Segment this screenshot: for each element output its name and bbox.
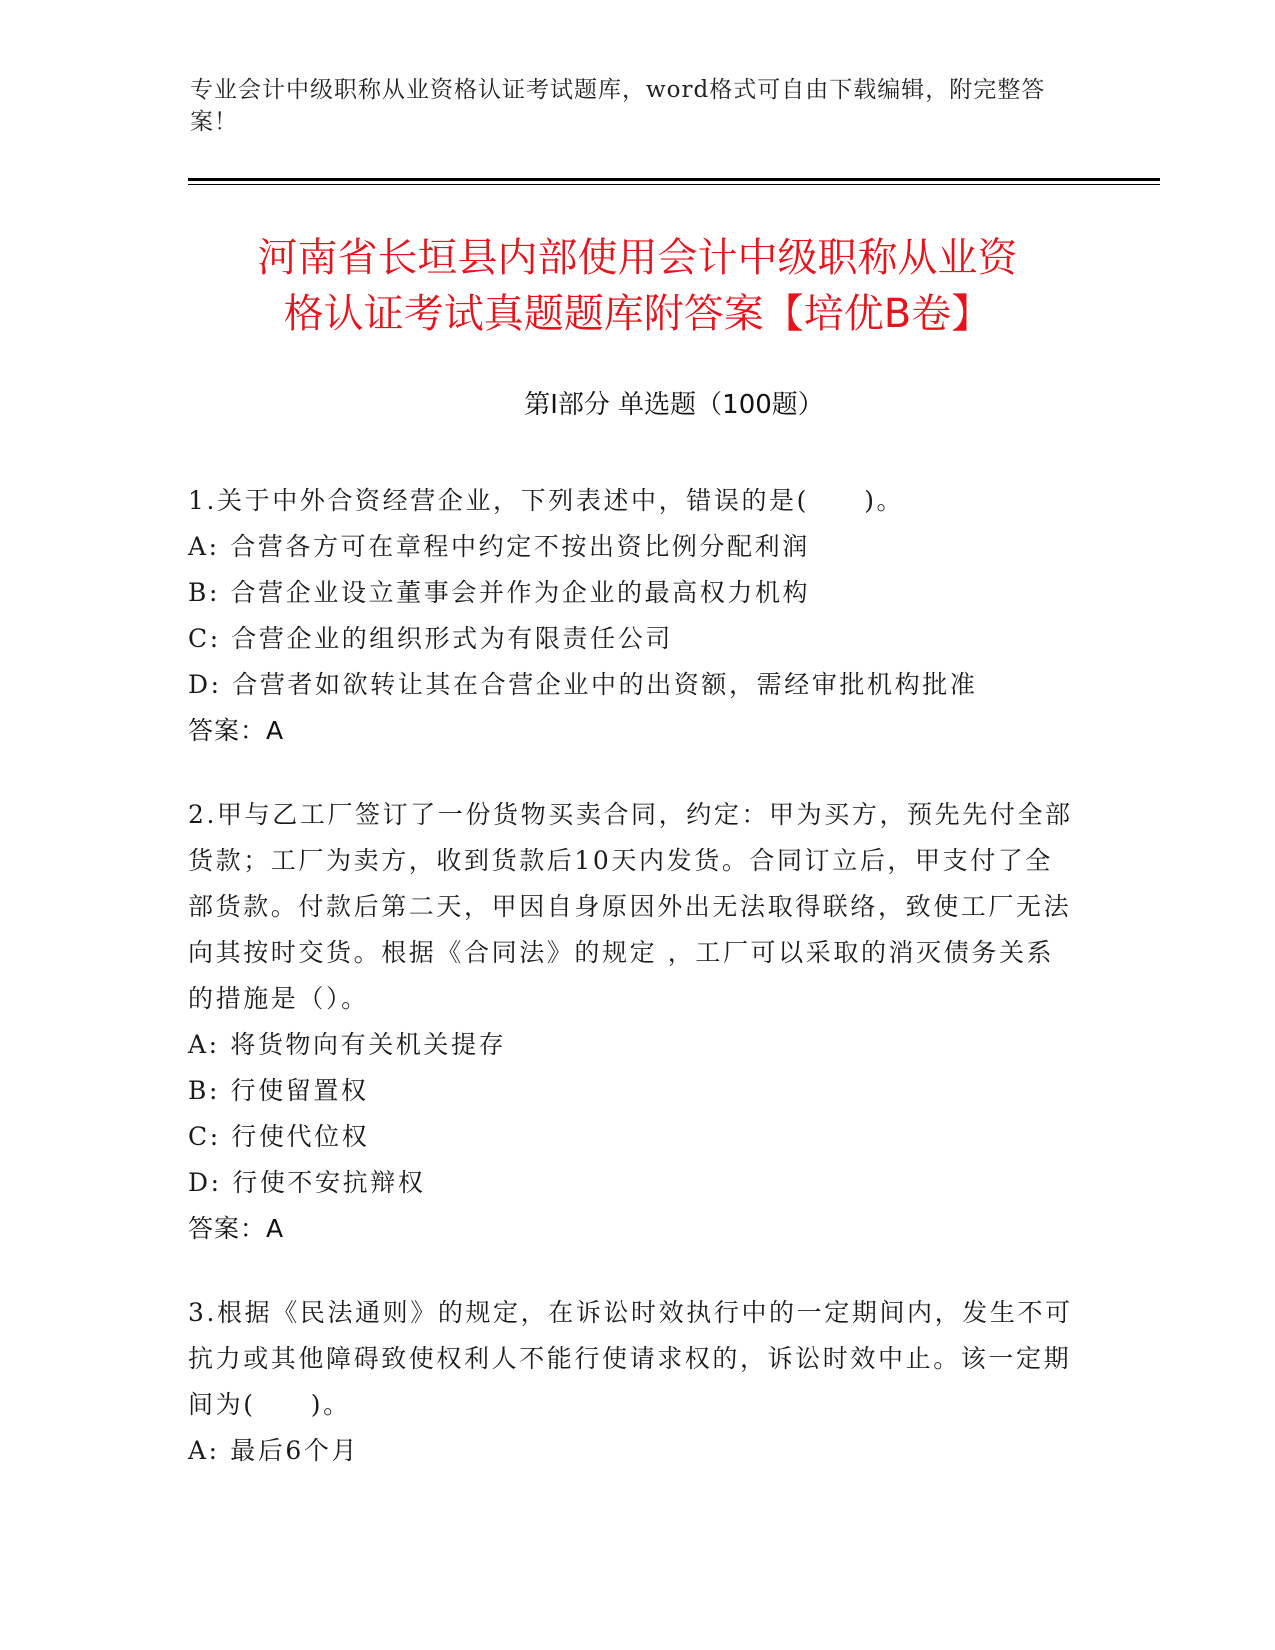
document-title-line-2: 格认证考试真题题库附答案【培优B卷】: [283, 291, 992, 337]
document-title-line-1: 河南省长垣县内部使用会计中级职称从业资: [257, 235, 1018, 281]
header-rule-thin: [188, 184, 1160, 185]
option-a: A: 将货物向有关机关提存: [188, 1030, 507, 1059]
question-2: [188, 792, 1078, 1252]
question-stem: 2.甲与乙工厂签订了一份货物买卖合同，约定：甲为买方，预先先付全部货款；工厂为卖方，收到货款后10天内发货。合同订立后，甲支付了全部货款。付款后第二天，甲因自身原因外出无法取得联络，致使工厂无法向其按时交货。根据《合同法》的规定 ，工厂可以采取的消灭债务关系的措施是（）。: [188, 800, 1073, 1013]
question-stem: 1.关于中外合资经营企业，下列表述中，错误的是( )。: [188, 486, 905, 515]
option-d: D: 合营者如欲转让其在合营企业中的出资额，需经审批机构批准: [188, 670, 978, 699]
question-3: [188, 1290, 1078, 1474]
option-b: B: 行使留置权: [188, 1076, 369, 1105]
option-a: A: 合营各方可在章程中约定不按出资比例分配利润: [188, 532, 810, 561]
answer-value: A: [266, 716, 284, 745]
option-a: A: 最后6个月: [188, 1436, 360, 1465]
question-list: [188, 478, 1078, 1512]
option-d: D: 行使不安抗辩权: [188, 1168, 426, 1197]
answer-value: A: [266, 1214, 284, 1243]
answer-line: [188, 1206, 1078, 1252]
header-rule-thick: [188, 178, 1160, 181]
header-note: 专业会计中级职称从业资格认证考试题库，word格式可自由下载编辑，附完整答案！: [190, 77, 1046, 135]
section-heading: 第Ⅰ部分 单选题（100题）: [524, 390, 824, 420]
question-stem: 3.根据《民法通则》的规定，在诉讼时效执行中的一定期间内，发生不可抗力或其他障碍致使权利人不能行使请求权的，诉讼时效中止。该一定期间为( )。: [188, 1298, 1073, 1419]
option-b: B: 合营企业设立董事会并作为企业的最高权力机构: [188, 578, 811, 607]
answer-line: [188, 708, 1078, 754]
answer-label: 答案：: [188, 1214, 267, 1243]
answer-label: 答案：: [188, 716, 267, 745]
option-c: C: 行使代位权: [188, 1122, 370, 1151]
option-c: C: 合营企业的组织形式为有限责任公司: [188, 624, 673, 653]
document-title: [150, 230, 1125, 342]
question-1: [188, 478, 1078, 754]
